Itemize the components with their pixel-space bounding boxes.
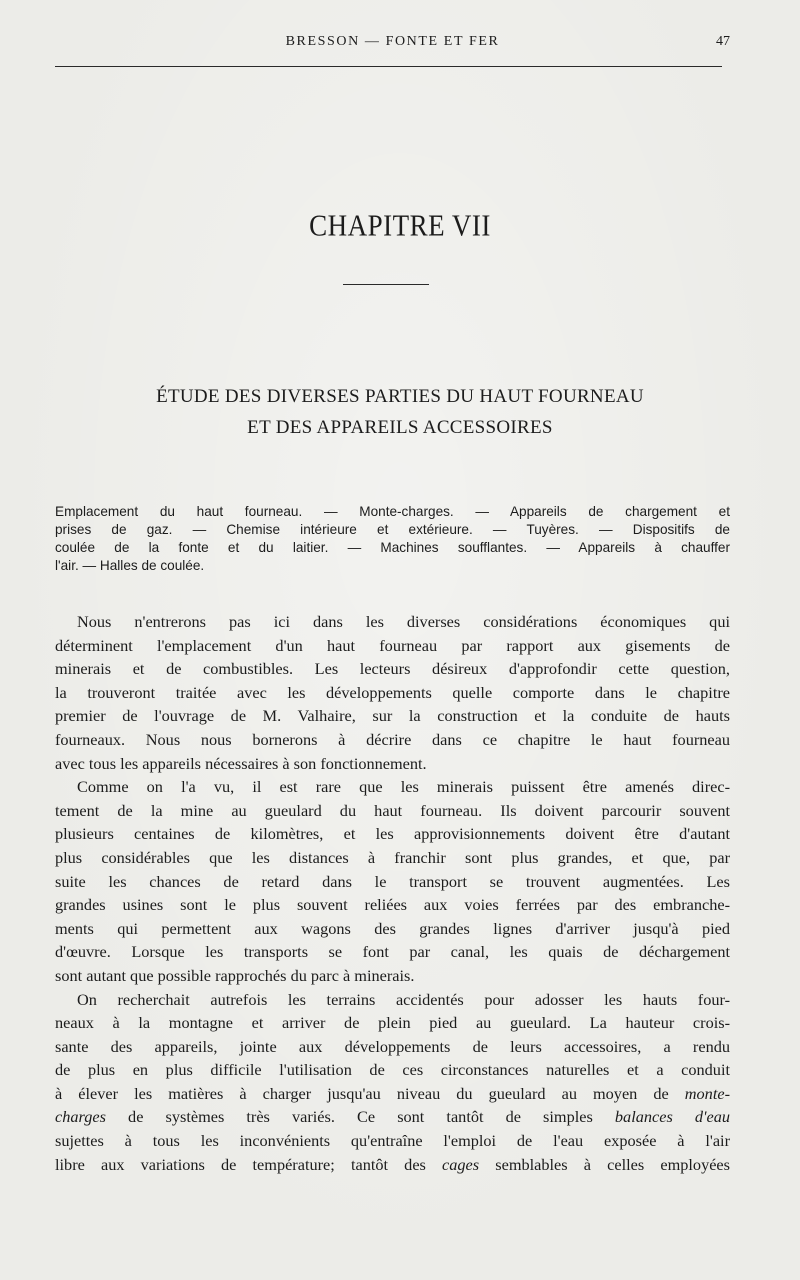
section-title-line-1: ÉTUDE DES DIVERSES PARTIES DU HAUT FOURNEAU [156,386,644,407]
body-line: sont autant que possible rapprochés du parc à minerais. [55,965,415,985]
body-line: sujettes à tous les inconvénients qu'entraîne l'emploi de l'eau exposée à l'air [55,1131,730,1151]
summary-line: coulée de la fonte et du laitier. — Machines soufflantes. — Appareils à chauffer [55,540,730,555]
body-line: On recherchait autrefois les terrains accidentés pour adosser les hauts four- [77,989,730,1009]
body-text-run: libre aux variations de température; tantôt des [55,1154,426,1174]
body-line: de plus en plus difficile l'utilisation de ces circonstances naturelles et a conduit [55,1060,730,1080]
running-head [55,34,730,58]
italic-term: charges [55,1107,106,1127]
body-line: la trouveront traitée avec les développements quelle comporte dans le chapitre [55,682,730,702]
body-line: tement de la mine au gueulard du haut fourneau. Ils doivent parcourir souvent [55,800,730,820]
italic-term: balances d'eau [614,1107,731,1127]
body-text-run: à élever les matières à charger jusqu'au niveau du gueulard au moyen de [55,1083,669,1103]
page-number: 47 [716,34,730,49]
running-title: BRESSON — FONTE ET FER [285,34,500,49]
body-line [55,1082,730,1106]
body-line: Nous n'entrerons pas ici dans les diverses considérations économiques qui [77,612,730,631]
chapter-rule [343,284,429,285]
body-line: fourneaux. Nous nous bornerons à décrire dans ce chapitre le haut fourneau [55,729,730,749]
section-title-line-2: ET DES APPAREILS ACCESSOIRES [247,417,553,438]
summary-line: prises de gaz. — Chemise intérieure et extérieure. — Tuyères. — Dispositifs de [55,522,730,537]
body-line: plus considérables que les distances à franchir sont plus grandes, et que, par [55,847,730,867]
body-line: plusieurs centaines de kilomètres, et les approvisionnements doivent être d'autant [55,824,730,844]
body-text-run: semblables à celles employées [495,1154,730,1174]
section-title [40,381,760,443]
body-text-run: de systèmes très variés. Ce sont tantôt de simples [128,1107,593,1127]
body-line: d'œuvre. Lorsque les transports se font par canal, les quais de déchargement [55,942,730,962]
chapter-title: CHAPITRE VII [309,207,491,243]
body-text [55,610,730,1176]
chapter-summary [55,503,730,575]
body-line [55,1105,730,1129]
body-line: premier de l'ouvrage de M. Valhaire, sur la construction et la conduite de hauts [55,706,730,726]
body-line: neaux à la montagne et arriver de plein pied au gueulard. La hauteur crois- [55,1013,730,1033]
body-line: déterminent l'emplacement d'un haut fourneau par rapport aux gisements de [55,635,730,655]
body-line: ments qui permettent aux wagons des grandes lignes d'arriver jusqu'à pied [55,918,730,938]
italic-term: monte- [684,1083,730,1103]
italic-term: cages [442,1154,480,1174]
body-line: grandes usines sont le plus souvent reliées aux voies ferrées par des embranche- [55,895,730,915]
body-line: avec tous les appareils nécessaires à son fonctionnement. [55,753,427,773]
body-line: sante des appareils, jointe aux développements de leurs accessoires, a rendu [55,1036,730,1056]
summary-line: Emplacement du haut fourneau. — Monte-charges. — Appareils de chargement et [55,504,730,519]
body-line: Comme on l'a vu, il est rare que les minerais puissent être amenés direc- [77,777,730,797]
body-line: minerais et de combustibles. Les lecteurs désireux d'approfondir cette question, [55,659,730,679]
body-line [55,1153,730,1177]
body-line: suite les chances de retard dans le transport se trouvent augmentées. Les [55,871,730,891]
header-rule [55,66,722,67]
summary-line: l'air. — Halles de coulée. [55,558,205,573]
